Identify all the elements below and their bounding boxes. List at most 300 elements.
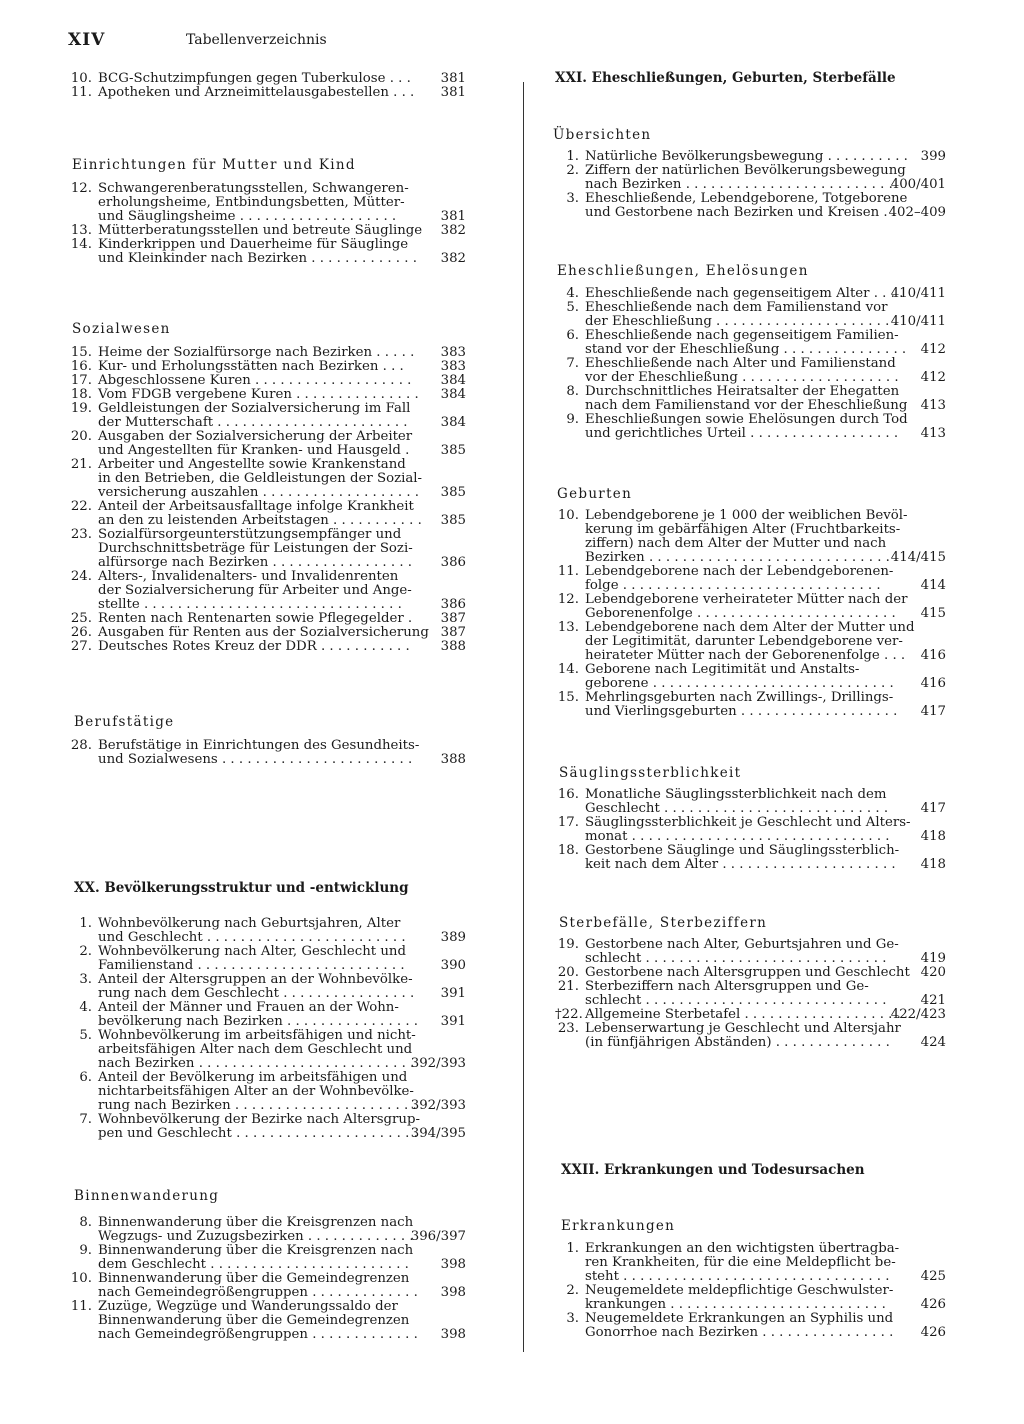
entry-number: 12. xyxy=(70,181,92,196)
entry-title-line: Wegzugs- und Zuzugsbezirken . . . . . . . . . . . . . xyxy=(98,1229,414,1244)
entry-page: 384 xyxy=(440,415,466,430)
entry-title-line: folge . . . . . . . . . . . . . . . . . . . . . . . . . . . . . . . xyxy=(585,578,881,593)
entry-title-line: Ausgaben für Renten aus der Sozialversicherung xyxy=(98,625,429,640)
entry-title-line: Ziffern der natürlichen Bevölkerungsbewegung xyxy=(585,163,906,178)
entry-title xyxy=(585,356,899,385)
entry-title-line: stand vor der Eheschließung . . . . . . . . . . . . . . . xyxy=(585,342,907,357)
entry-title xyxy=(98,1070,417,1113)
section-heading: Einrichtungen für Mutter und Kind xyxy=(72,157,356,173)
entry-title xyxy=(98,181,409,224)
entry-page: 400/401 xyxy=(890,177,946,192)
entry-title-line: und Geschlecht . . . . . . . . . . . . . . . . . . . . . . . . xyxy=(98,930,406,945)
entry-number: 14. xyxy=(70,237,92,252)
entry-title-line: Durchschnittliches Heiratsalter der Ehegatten xyxy=(585,384,900,399)
chapter-heading: XXII. Erkrankungen und Todesursachen xyxy=(561,1162,865,1178)
entry-title-line: Sozialfürsorgeunterstützungsempfänger und xyxy=(98,527,402,542)
toc-entry xyxy=(68,458,466,500)
entry-page: 387 xyxy=(440,625,466,640)
entry-page: 412 xyxy=(920,342,946,357)
entry-title xyxy=(585,815,911,844)
toc-entry xyxy=(555,1008,946,1022)
entry-title xyxy=(585,690,898,719)
toc-entry xyxy=(68,739,466,767)
entry-title-line: Lebendgeborene je 1 000 der weiblichen Bevöl- xyxy=(585,508,908,523)
entry-title-line: der Mutterschaft . . . . . . . . . . . . . . . . . . . . . . . xyxy=(98,415,408,430)
entry-title-line: Neugemeldete Erkrankungen an Syphilis und xyxy=(585,1311,894,1326)
toc-entry xyxy=(68,374,466,388)
entry-page: 417 xyxy=(920,704,946,719)
entry-title-line: arbeitsfähigen Alter nach dem Geschlecht und xyxy=(98,1042,413,1057)
entry-title xyxy=(585,1021,901,1050)
entry-title-line: kerung im gebärfähigen Alter (Fruchtbarkeits- xyxy=(585,522,901,537)
entry-title-line: Durchschnittsbeträge für Leistungen der Sozi- xyxy=(98,541,413,556)
entry-page: 414/415 xyxy=(890,550,946,565)
toc-entry xyxy=(555,192,946,220)
entry-title-line: rung nach dem Geschlecht . . . . . . . . . . . . . . . . xyxy=(98,986,415,1001)
entry-number: 7. xyxy=(79,1112,92,1127)
entry-number: 10. xyxy=(70,71,92,86)
entry-page: 387 xyxy=(440,611,466,626)
entry-title xyxy=(98,359,404,374)
entry-page: 389 xyxy=(440,930,466,945)
toc-entry xyxy=(68,626,466,640)
entry-title xyxy=(98,1215,414,1244)
toc-entry xyxy=(555,663,946,691)
entry-number: 21. xyxy=(557,979,579,994)
entry-page: 418 xyxy=(920,857,946,872)
entry-number: 18. xyxy=(557,843,579,858)
toc-entry xyxy=(555,287,946,301)
entry-page: 410/411 xyxy=(890,314,946,329)
column-divider xyxy=(523,82,524,1352)
entry-number: 3. xyxy=(566,1311,579,1326)
entry-title xyxy=(585,965,910,980)
entry-title xyxy=(585,1311,894,1340)
entry-title-line: Natürliche Bevölkerungsbewegung . . . . . . . . . . xyxy=(585,149,908,164)
entry-number: 6. xyxy=(566,328,579,343)
entry-title-line: Lebendgeborene nach der Lebendgeborenen- xyxy=(585,564,894,579)
toc-entry xyxy=(555,593,946,621)
entry-title-line: Geborene nach Legitimität und Anstalts- xyxy=(585,662,860,677)
toc-entry xyxy=(555,691,946,719)
entry-page: 391 xyxy=(440,1014,466,1029)
entry-number: 6. xyxy=(79,1070,92,1085)
chapter-heading: XXI. Eheschließungen, Geburten, Sterbefälle xyxy=(555,70,896,86)
entry-page: 413 xyxy=(920,398,946,413)
entry-number: 19. xyxy=(557,937,579,952)
toc-entry xyxy=(555,816,946,844)
entry-title-line: Berufstätige in Einrichtungen des Gesundheits- xyxy=(98,738,420,753)
entry-number: 23. xyxy=(557,1021,579,1036)
entry-title-line: heirateter Mütter nach der Geborenenfolge . . . xyxy=(585,648,906,663)
entry-page: 399 xyxy=(920,149,946,164)
entry-title-line: vor der Eheschließung . . . . . . . . . . . . . . . . . . . xyxy=(585,370,899,385)
section-heading: Sozialwesen xyxy=(72,321,171,337)
entry-title-line: Allgemeine Sterbetafel . . . . . . . . . . . . . . . . . . . xyxy=(585,1007,901,1022)
toc-entry xyxy=(68,1071,466,1113)
entry-number: 25. xyxy=(70,611,92,626)
entry-page: 394/395 xyxy=(410,1126,466,1141)
entry-title xyxy=(585,286,904,301)
toc-entry xyxy=(555,966,946,980)
entry-page: 425 xyxy=(920,1269,946,1284)
entry-number: 8. xyxy=(566,384,579,399)
entry-title xyxy=(98,1271,418,1300)
entry-page: 398 xyxy=(440,1257,466,1272)
entry-title-line: Wohnbevölkerung im arbeitsfähigen und nicht- xyxy=(98,1028,416,1043)
entry-title xyxy=(585,328,907,357)
toc-entry xyxy=(555,1312,946,1340)
entry-number: 27. xyxy=(70,639,92,654)
page-number: XIV xyxy=(68,30,106,50)
entry-number: 11. xyxy=(70,85,92,100)
toc-entry xyxy=(68,360,466,374)
entry-title-line: Abgeschlossene Kuren . . . . . . . . . . . . . . . . . . . xyxy=(98,373,412,388)
entry-title-line: Bezirken . . . . . . . . . . . . . . . . . . . . . . . . . . . . . xyxy=(585,550,890,565)
entry-title-line: und Gestorbene nach Bezirken und Kreisen . . xyxy=(585,205,897,220)
entry-title-line: Binnenwanderung über die Kreisgrenzen nach xyxy=(98,1243,414,1258)
toc-entry xyxy=(68,182,466,224)
entry-title-line: ren Krankheiten, für die eine Meldepflicht be- xyxy=(585,1255,896,1270)
entry-page: 381 xyxy=(440,71,466,86)
entry-title xyxy=(585,300,898,329)
toc-entry xyxy=(555,1022,946,1050)
entry-title xyxy=(585,412,908,441)
entry-title xyxy=(98,429,413,458)
entry-title-line: Binnenwanderung über die Kreisgrenzen nach xyxy=(98,1215,414,1230)
toc-entry xyxy=(555,1284,946,1312)
entry-title-line: Erkrankungen an den wichtigsten übertragba- xyxy=(585,1241,900,1256)
toc-entry xyxy=(68,430,466,458)
entry-title xyxy=(98,1000,419,1029)
entry-title-line: Mütterberatungsstellen und betreute Säuglinge xyxy=(98,223,423,238)
entry-title-line: Heime der Sozialfürsorge nach Bezirken . . . . . xyxy=(98,345,415,360)
entry-number: 20. xyxy=(70,429,92,444)
entry-title-line: Vom FDGB vergebene Kuren . . . . . . . . . . . . . . . xyxy=(98,387,419,402)
entry-title-line: steht . . . . . . . . . . . . . . . . . . . . . . . . . . . . . . . . xyxy=(585,1269,890,1284)
toc-entry xyxy=(555,357,946,385)
toc-entry xyxy=(68,86,466,100)
entry-number: 17. xyxy=(557,815,579,830)
entry-number: 20. xyxy=(557,965,579,980)
entry-number: †22. xyxy=(555,1007,583,1022)
entry-title xyxy=(98,625,429,640)
entry-title xyxy=(585,384,908,413)
entry-page: 420 xyxy=(920,965,946,980)
entry-title-line: Geborenenfolge . . . . . . . . . . . . . . . . . . . . . . . . xyxy=(585,606,896,621)
section-heading: Geburten xyxy=(557,486,633,502)
entry-title-line: Anteil der Altersgruppen an der Wohnbevölke- xyxy=(98,972,413,987)
entry-page: 414 xyxy=(920,578,946,593)
entry-number: 26. xyxy=(70,625,92,640)
entry-title-line: nach Bezirken . . . . . . . . . . . . . . . . . . . . . . . . . . xyxy=(98,1056,415,1071)
entry-title-line: stellte . . . . . . . . . . . . . . . . . . . . . . . . . . . . . . . xyxy=(98,597,402,612)
entry-number: 8. xyxy=(79,1215,92,1230)
entry-page: 384 xyxy=(440,373,466,388)
entry-title-line: der Eheschließung . . . . . . . . . . . . . . . . . . . . . . xyxy=(585,314,898,329)
entry-title-line: in den Betrieben, die Geldleistungen der Sozial- xyxy=(98,471,423,486)
entry-title xyxy=(98,916,406,945)
entry-page: 424 xyxy=(920,1035,946,1050)
entry-number: 15. xyxy=(557,690,579,705)
entry-number: 22. xyxy=(70,499,92,514)
section-heading: Sterbefälle, Sterbeziffern xyxy=(559,915,768,931)
entry-title-line: Sterbeziffern nach Altersgruppen und Ge- xyxy=(585,979,869,994)
entry-number: 1. xyxy=(566,1241,579,1256)
entry-title xyxy=(98,499,422,528)
entry-title-line: Kur- und Erholungsstätten nach Bezirken . . . xyxy=(98,359,404,374)
entry-number: 2. xyxy=(566,163,579,178)
entry-title-line: Gonorrhoe nach Bezirken . . . . . . . . . . . . . . . . xyxy=(585,1325,894,1340)
entry-title-line: Neugemeldete meldepflichtige Geschwulster- xyxy=(585,1283,894,1298)
entry-title-line: Mehrlingsgeburten nach Zwillings-, Drillings- xyxy=(585,690,894,705)
entry-title xyxy=(98,972,415,1001)
entry-title-line: Apotheken und Arzneimittelausgabestellen . . . xyxy=(98,85,415,100)
entry-number: 23. xyxy=(70,527,92,542)
entry-title xyxy=(98,527,413,570)
entry-title-line: Ausgaben der Sozialversicherung der Arbeiter xyxy=(98,429,413,444)
entry-number: 16. xyxy=(70,359,92,374)
entry-page: 386 xyxy=(440,597,466,612)
entry-number: 1. xyxy=(566,149,579,164)
entry-title-line: dem Geschlecht . . . . . . . . . . . . . . . . . . . . . . . . xyxy=(98,1257,409,1272)
entry-number: 10. xyxy=(70,1271,92,1286)
entry-title xyxy=(98,345,415,360)
entry-page: 410/411 xyxy=(890,286,946,301)
entry-title-line: schlecht . . . . . . . . . . . . . . . . . . . . . . . . . . . . . xyxy=(585,951,887,966)
toc-entry xyxy=(555,1242,946,1284)
toc-entry xyxy=(68,238,466,266)
entry-number: 18. xyxy=(70,387,92,402)
entry-title xyxy=(585,191,908,220)
entry-title-line: und Vierlingsgeburten . . . . . . . . . . . . . . . . . . . xyxy=(585,704,898,719)
entry-page: 398 xyxy=(440,1327,466,1342)
toc-entry xyxy=(555,385,946,413)
entry-title-line: und gerichtliches Urteil . . . . . . . . . . . . . . . . . . xyxy=(585,426,899,441)
right-column xyxy=(555,0,946,1424)
entry-number: 7. xyxy=(566,356,579,371)
entry-title-line: und Kleinkinder nach Bezirken . . . . . . . . . . . . . xyxy=(98,251,417,266)
entry-number: 5. xyxy=(79,1028,92,1043)
entry-title-line: geborene . . . . . . . . . . . . . . . . . . . . . . . . . . . . . xyxy=(585,676,894,691)
toc-entry xyxy=(555,621,946,663)
entry-number: 28. xyxy=(70,738,92,753)
entry-title-line: ziffern) nach dem Alter der Mutter und nach xyxy=(585,536,887,551)
section-heading: Binnenwanderung xyxy=(74,1188,220,1204)
entry-title xyxy=(585,564,894,593)
entry-page: 381 xyxy=(440,209,466,224)
toc-entry xyxy=(68,1300,466,1342)
section-heading: Übersichten xyxy=(553,127,652,143)
entry-title xyxy=(98,1299,418,1342)
entry-title-line: Wohnbevölkerung nach Alter, Geschlecht und xyxy=(98,944,407,959)
toc-entry xyxy=(68,1001,466,1029)
entry-title-line: Lebenserwartung je Geschlecht und Altersjahr xyxy=(585,1021,901,1036)
entry-title xyxy=(98,387,419,402)
entry-title xyxy=(98,1243,414,1272)
entry-title xyxy=(98,457,423,500)
entry-title-line: Alters-, Invalidenalters- und Invalidenrenten xyxy=(98,569,399,584)
entry-title-line: Renten nach Rentenarten sowie Pflegegelder . xyxy=(98,611,413,626)
entry-title xyxy=(585,979,887,1008)
entry-title xyxy=(98,223,423,238)
entry-title-line: Anteil der Männer und Frauen an der Wohn- xyxy=(98,1000,399,1015)
entry-title-line: keit nach dem Alter . . . . . . . . . . . . . . . . . . . . . xyxy=(585,857,896,872)
entry-page: 392/393 xyxy=(410,1056,466,1071)
entry-title xyxy=(585,1241,900,1284)
entry-number: 17. xyxy=(70,373,92,388)
entry-page: 392/393 xyxy=(410,1098,466,1113)
entry-title xyxy=(98,738,420,767)
entry-number: 4. xyxy=(566,286,579,301)
toc-entry xyxy=(68,500,466,528)
entry-number: 15. xyxy=(70,345,92,360)
entry-page: 413 xyxy=(920,426,946,441)
entry-title xyxy=(585,787,889,816)
entry-number: 2. xyxy=(79,944,92,959)
entry-page: 388 xyxy=(440,639,466,654)
entry-number: 10. xyxy=(557,508,579,523)
entry-title xyxy=(585,843,900,872)
entry-page: 381 xyxy=(440,85,466,100)
entry-title-line: Anteil der Arbeitsausfalltage infolge Krankheit xyxy=(98,499,414,514)
entry-page: 385 xyxy=(440,485,466,500)
entry-title-line: Eheschließende nach gegenseitigem Alter . . . . xyxy=(585,286,904,301)
entry-title xyxy=(98,1028,416,1071)
toc-entry xyxy=(555,938,946,966)
entry-page: 426 xyxy=(920,1297,946,1312)
entry-title xyxy=(98,944,407,973)
entry-page: 383 xyxy=(440,359,466,374)
entry-number: 9. xyxy=(79,1243,92,1258)
toc-entry xyxy=(555,150,946,164)
toc-entry xyxy=(555,565,946,593)
entry-page: 417 xyxy=(920,801,946,816)
entry-page: 391 xyxy=(440,986,466,1001)
entry-title-line: nach Gemeindegrößengruppen . . . . . . . . . . . . . xyxy=(98,1327,418,1342)
entry-page: 422/423 xyxy=(890,1007,946,1022)
entry-number: 21. xyxy=(70,457,92,472)
entry-number: 14. xyxy=(557,662,579,677)
entry-title-line: Eheschließende nach gegenseitigem Familien- xyxy=(585,328,899,343)
entry-title-line: erholungsheime, Entbindungsbetten, Mütter- xyxy=(98,195,405,210)
entry-title-line: der Legitimität, darunter Lebendgeborene ver- xyxy=(585,634,903,649)
section-heading: Berufstätige xyxy=(74,714,175,730)
entry-title-line: nichtarbeitsfähigen Alter an der Wohnbevölke- xyxy=(98,1084,414,1099)
entry-title-line: Arbeiter und Angestellte sowie Krankenstand xyxy=(98,457,406,472)
entry-title-line: Zuzüge, Wegzüge und Wanderungssaldo der xyxy=(98,1299,398,1314)
entry-title-line: Gestorbene nach Alter, Geburtsjahren und Ge- xyxy=(585,937,899,952)
entry-title-line: Schwangerenberatungsstellen, Schwangeren- xyxy=(98,181,409,196)
entry-page: 385 xyxy=(440,443,466,458)
toc-entry xyxy=(555,329,946,357)
toc-entry xyxy=(555,413,946,441)
toc-entry xyxy=(555,844,946,872)
toc-entry xyxy=(68,945,466,973)
entry-page: 398 xyxy=(440,1285,466,1300)
entry-number: 11. xyxy=(557,564,579,579)
toc-entry xyxy=(68,388,466,402)
entry-title-line: Monatliche Säuglingssterblichkeit nach dem xyxy=(585,787,887,802)
entry-page: 390 xyxy=(440,958,466,973)
entry-number: 1. xyxy=(79,916,92,931)
toc-entry xyxy=(68,72,466,86)
entry-title-line: Geschlecht . . . . . . . . . . . . . . . . . . . . . . . . . . . xyxy=(585,801,889,816)
entry-number: 24. xyxy=(70,569,92,584)
entry-title-line: Geldleistungen der Sozialversicherung im Fall xyxy=(98,401,411,416)
toc-entry xyxy=(68,1113,466,1141)
entry-page: 383 xyxy=(440,345,466,360)
entry-title xyxy=(585,1007,901,1022)
entry-page: 415 xyxy=(920,606,946,621)
entry-page: 386 xyxy=(440,555,466,570)
entry-title xyxy=(585,592,908,621)
entry-title-line: nach dem Familienstand vor der Eheschließung xyxy=(585,398,908,413)
entry-title xyxy=(98,373,412,388)
entry-title-line: Gestorbene Säuglinge und Säuglingssterblich- xyxy=(585,843,900,858)
toc-entry xyxy=(68,570,466,612)
entry-title-line: schlecht . . . . . . . . . . . . . . . . . . . . . . . . . . . . . xyxy=(585,993,887,1008)
toc-entry xyxy=(68,640,466,654)
entry-page: 402–409 xyxy=(888,205,946,220)
entry-page: 396/397 xyxy=(410,1229,466,1244)
section-heading: Erkrankungen xyxy=(561,1218,676,1234)
entry-title-line: Binnenwanderung über die Gemeindegrenzen xyxy=(98,1313,410,1328)
entry-title-line: und Sozialwesens . . . . . . . . . . . . . . . . . . . . . . . xyxy=(98,752,413,767)
entry-title xyxy=(585,620,915,663)
entry-page: 388 xyxy=(440,752,466,767)
entry-title xyxy=(98,85,415,100)
entry-page: 385 xyxy=(440,513,466,528)
entry-title-line: krankungen . . . . . . . . . . . . . . . . . . . . . . . . . . xyxy=(585,1297,886,1312)
entry-page: 412 xyxy=(920,370,946,385)
entry-title-line: Wohnbevölkerung der Bezirke nach Altersgrup- xyxy=(98,1112,420,1127)
entry-number: 16. xyxy=(557,787,579,802)
toc-entry xyxy=(68,917,466,945)
toc-entry xyxy=(555,509,946,565)
toc-entry xyxy=(68,346,466,360)
toc-entry xyxy=(68,1272,466,1300)
entry-page: 426 xyxy=(920,1325,946,1340)
entry-number: 2. xyxy=(566,1283,579,1298)
entry-title-line: Deutsches Rotes Kreuz der DDR . . . . . . . . . . . xyxy=(98,639,410,654)
entry-title-line: Eheschließende, Lebendgeborene, Totgeborene xyxy=(585,191,908,206)
entry-title-line: Familienstand . . . . . . . . . . . . . . . . . . . . . . . . . xyxy=(98,958,405,973)
entry-page: 416 xyxy=(920,648,946,663)
entry-title-line: rung nach Bezirken . . . . . . . . . . . . . . . . . . . . . . xyxy=(98,1098,417,1113)
entry-title xyxy=(585,937,899,966)
entry-title xyxy=(585,149,908,164)
entry-title xyxy=(585,1283,894,1312)
entry-page: 382 xyxy=(440,251,466,266)
entry-title-line: Kinderkrippen und Dauerheime für Säuglinge xyxy=(98,237,409,252)
entry-title-line: Anteil der Bevölkerung im arbeitsfähigen und xyxy=(98,1070,408,1085)
page-title: Tabellenverzeichnis xyxy=(186,32,327,48)
entry-title-line: nach Gemeindegrößengruppen . . . . . . . . . . . . . xyxy=(98,1285,418,1300)
entry-title-line: Eheschließende nach dem Familienstand vor xyxy=(585,300,888,315)
entry-number: 13. xyxy=(557,620,579,635)
entry-title xyxy=(98,401,411,430)
entry-title-line: alfürsorge nach Bezirken . . . . . . . . . . . . . . . . . xyxy=(98,555,412,570)
entry-number: 3. xyxy=(79,972,92,987)
entry-title-line: Eheschließungen sowie Ehelösungen durch Tod xyxy=(585,412,908,427)
toc-entry xyxy=(68,973,466,1001)
entry-title-line: pen und Geschlecht . . . . . . . . . . . . . . . . . . . . . . xyxy=(98,1126,418,1141)
toc-entry xyxy=(555,164,946,192)
entry-page: 416 xyxy=(920,676,946,691)
entry-page: 384 xyxy=(440,387,466,402)
entry-title-line: Eheschließende nach Alter und Familienstand xyxy=(585,356,896,371)
